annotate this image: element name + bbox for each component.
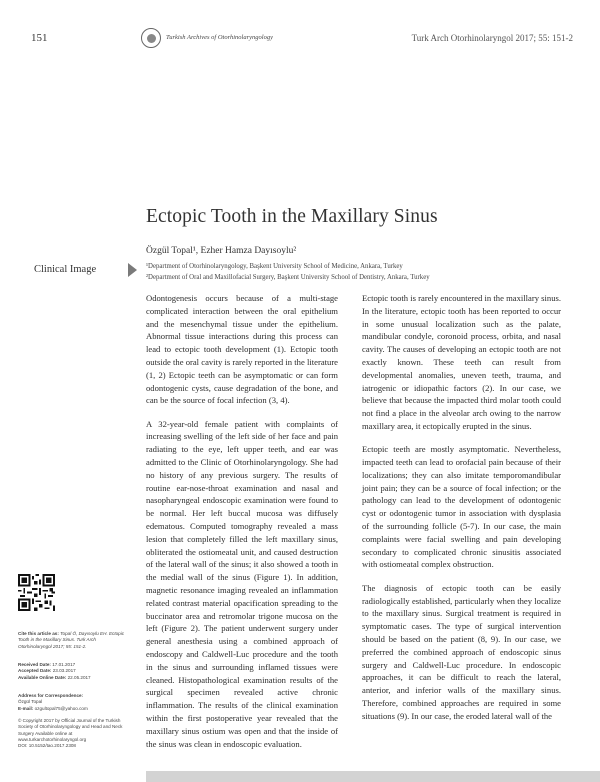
online-label: Available Online Date: (18, 674, 67, 680)
paragraph: Ectopic tooth is rarely encountered in the maxillary sinus. In the literature, ectopic tooth has been reported to occur in some unusual localization such as the palate, mandibular condyle, coronoid process, orbita, and nasal cavity. The causes of developing an ectopic tooth are not exactly known. These teeth can result from developmental anomalies, uneven teeth, trauma, and iatrogenic or idiopathic factors (2). In our case, we believe that because the impacted third molar tooth could not find a place in the alveolar arch owing to the narrow maxillary area, it ectopically erupted in the sinus. (362, 293, 561, 431)
accepted-label: Accepted Date: (18, 668, 52, 674)
received-label: Received Date: (18, 662, 51, 667)
paragraph: Ectopic teeth are mostly asymptomatic. Nevertheless, impacted teeth can lead to orofacial pain because of their localizations; they can also imitate temporomandibular joint pain; they can be a source of focal infection; or the pathology can lead to the development of odontogenic cyst or odontogenic tumor in association with dysplasia of the surrounding follicle (5-7). In our case, the main complaints were facial swelling and pain developing secondary to complicated chronic sinusitis associated with ostiomeatal complex obstruction. (362, 444, 561, 570)
cite-this-article (18, 631, 130, 650)
page-number: 151 (31, 32, 48, 44)
body-column-left (146, 292, 338, 761)
email-label: E-mail: (18, 705, 34, 711)
journal-name: Turkish Archives of Otorhinolaryngology (166, 34, 273, 41)
cite-text: Topal Ö, Dayısoylu EH. Ectopic Tooth in the Maxillary Sinus. Turk Arch Otorhinolaryngol 2017; 55: 151-2. (18, 631, 125, 649)
accepted-date: 23.03.2017 (52, 668, 76, 674)
paragraph: The diagnosis of ectopic tooth can be easily radiologically established, particularly when they localize to the maxillary sinus. Surgical treatment is required in symptomatic cases. The type of surgical intervention should be based on the patient (8, 9). In our case, we preferred the combined approach of endoscopic sinus surgery and Caldwell-Luc procedure. In endoscopic approaches, it can be difficult to reach the lateral, anterior, and inferior walls of the maxillary sinus. Therefore, combined approaches are required in some situations (9). In our case, the eroded lateral wall of the (362, 582, 561, 721)
copyright-block (18, 718, 130, 749)
article-type-arrow-icon (128, 263, 137, 277)
correspondent-name: Özgül Topal (18, 699, 43, 705)
qr-code-icon[interactable] (18, 574, 55, 611)
email-link[interactable]: ozgultopal75@yahoo.com (34, 705, 88, 711)
article-title: Ectopic Tooth in the Maxillary Sinus (146, 206, 438, 227)
received-date: 17.01.2017 (52, 662, 76, 667)
article-authors: Özgül Topal¹, Ezher Hamza Dayısoylu² (146, 246, 297, 256)
article-dates (18, 662, 130, 681)
body-column-right (362, 292, 561, 733)
paragraph: A 32-year-old female patient with complaints of increasing swelling of the left side of her face and pain radiating to the eye, left upper teeth, and ear was admitted to the Clinic of Otorhinolaryngology. She had no history of any previous surgery. The results of routine ear-nose-throat examination and nasal and nasopharyngeal endoscopic examination were found to be normal. Her left buccal mucosa was diffusely edematous. Computed tomography revealed a mass lesion that completely filled the left maxillary sinus, obliterated the ostiomeatal unit, and caused destruction of the lateral wall of the sinus; it also showed a tooth in the medial wall of the sinus (Figure 1). In addition, magnetic resonance imaging revealed an inflammation related contrast material opacification spreading to the buccinator area and retromolar trigone mucosa on the left (Figure 2). The patient underwent surgery under general anesthesia using a combined approach of endoscopy and Caldwell-Luc procedure and the tooth in the sinus and surrounding inflamed tissues were cleaned. Histopathological examination results of the surgical specimen revealed active chronic inflammation. The results of the clinical examination within the first postoperative year revealed that the maxillary sinus ostium was open and that the inside of the sinus was clean in endoscopic evaluation. (146, 418, 338, 749)
article-type-label: Clinical Image (34, 264, 97, 275)
online-date: 22.05.2017 (67, 674, 91, 680)
running-citation: Turk Arch Otorhinolaryngol 2017; 55: 151-2 (411, 33, 573, 43)
correspondence-address (18, 693, 130, 712)
paragraph: Odontogenesis occurs because of a multi-stage complicated interaction between the oral epithelium and the mesenchymal tissue under the epithelium. Abnormal tissue interactions during this process can lead to ectopic tooth development (1). Ectopic tooth outside the oral cavity is rarely reported in the literature (1, 2) Ectopic teeth can be asymptomatic or can form odontogenic cysts, cause degradation of the bone, and can be the source of focal infection (3, 4). (146, 293, 338, 406)
cite-label: Cite this article as: (18, 631, 59, 636)
bottom-bar (146, 771, 600, 782)
address-label: Address for Correspondence: (18, 693, 84, 698)
affiliation-1: ¹Department of Otorhinolaryngology, Başkent University School of Medicine, Ankara, Turkey (146, 263, 403, 270)
affiliation-2: ²Department of Oral and Maxillofacial Surgery, Başkent University School of Dentistry, Ankara, Turkey (146, 274, 430, 281)
copyright-text: © Copyright 2017 by Official Journal of the Turkish Society of Otorhinolaryngology and Head and Neck Surgery Available online at www.turkarchotorhinolaryngol.org (18, 718, 123, 742)
journal-logo (141, 28, 161, 48)
doi[interactable]: DOI: 10.5152/tao.2017.2308 (18, 743, 76, 749)
